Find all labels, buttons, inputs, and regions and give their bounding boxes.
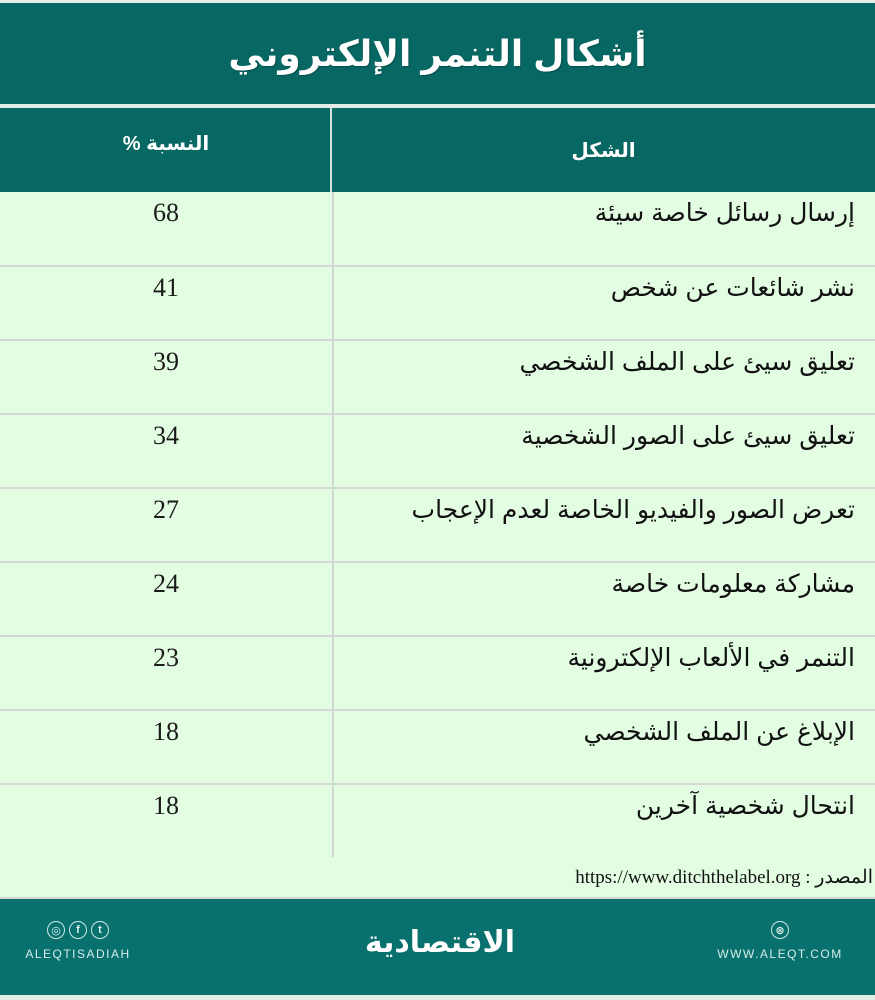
source-note <box>0 857 875 899</box>
cell-shape: انتحال شخصية آخرين <box>332 785 875 857</box>
cell-shape: نشر شائعات عن شخص <box>332 267 875 339</box>
cell-shape: تعليق سيئ على الصور الشخصية <box>332 415 875 487</box>
cell-shape: تعليق سيئ على الملف الشخصي <box>332 341 875 413</box>
social-links <box>18 921 138 961</box>
table-body <box>0 192 875 859</box>
facebook-icon[interactable]: f <box>69 921 87 939</box>
table-row <box>0 785 875 859</box>
cell-percent: 23 <box>153 643 179 672</box>
table-row <box>0 341 875 415</box>
cell-percent: 39 <box>153 347 179 376</box>
table-row <box>0 489 875 563</box>
cell-percent: 27 <box>153 495 179 524</box>
source-url[interactable]: https://www.ditchthelabel.org <box>575 866 801 888</box>
table-row <box>0 192 875 267</box>
cell-shape: إرسال رسائل خاصة سيئة <box>332 192 875 265</box>
cell-shape: التنمر في الألعاب الإلكترونية <box>332 637 875 709</box>
social-handle: ALEQTISADIAH <box>25 947 131 961</box>
source-label: المصدر : <box>805 866 873 888</box>
table-row <box>0 267 875 341</box>
table-row <box>0 563 875 637</box>
table-header <box>0 108 875 192</box>
page-title: أشكال التنمر الإلكتروني <box>228 32 647 74</box>
title-band <box>0 3 875 104</box>
cell-percent: 41 <box>153 273 179 302</box>
globe-icon: ⊛ <box>771 921 789 939</box>
cell-percent: 68 <box>153 198 179 227</box>
table-row <box>0 415 875 489</box>
bottom-strip <box>0 995 875 1000</box>
instagram-icon[interactable]: ◎ <box>47 921 65 939</box>
cell-percent: 18 <box>153 717 179 746</box>
footer <box>0 899 875 995</box>
cell-percent: 34 <box>153 421 179 450</box>
website-url: WWW.ALEQT.COM <box>717 947 843 961</box>
cell-percent: 24 <box>153 569 179 598</box>
brand-logo: الاقتصادية <box>364 926 516 959</box>
cell-percent: 18 <box>153 791 179 820</box>
column-header-percent: النسبة % <box>2 108 332 192</box>
twitter-icon[interactable]: t <box>91 921 109 939</box>
column-header-shape: الشكل <box>571 139 636 162</box>
table-row <box>0 711 875 785</box>
cell-shape: تعرض الصور والفيديو الخاصة لعدم الإعجاب <box>332 489 875 561</box>
table-row <box>0 637 875 711</box>
cell-shape: مشاركة معلومات خاصة <box>332 563 875 635</box>
cell-shape: الإبلاغ عن الملف الشخصي <box>332 711 875 783</box>
website-link[interactable] <box>710 921 850 961</box>
